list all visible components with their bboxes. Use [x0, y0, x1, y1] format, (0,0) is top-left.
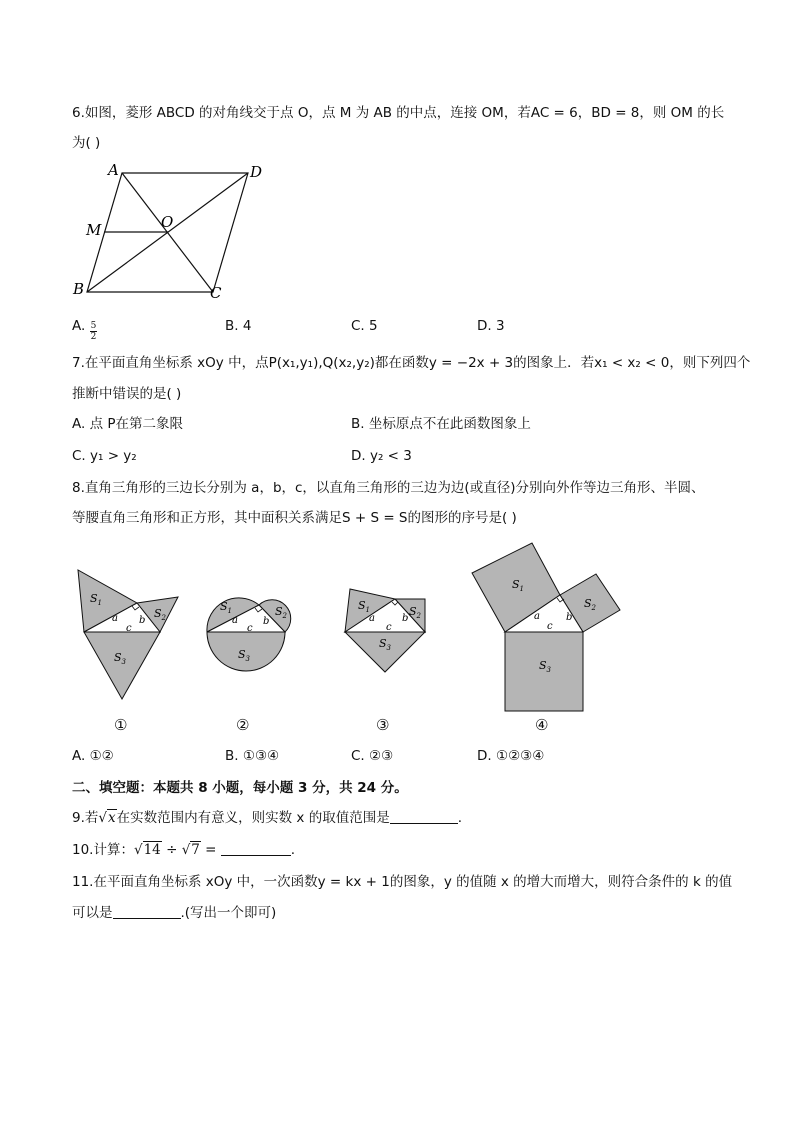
figure-1-label: ① — [114, 716, 128, 734]
q8-option-d[interactable]: D. ①②③④ — [477, 748, 545, 764]
svg-text:S3: $S_3$ — [379, 637, 392, 652]
q6-option-a-fraction — [90, 321, 98, 342]
q7-option-a[interactable]: A. 点 P在第二象限 — [72, 416, 184, 432]
q10-prefix: 10.计算： — [72, 842, 134, 858]
svg-text:c: c — [126, 623, 132, 634]
q10-sqrt-2: √7 — [181, 842, 200, 858]
q10-operator: ÷ — [161, 842, 182, 858]
rhombus-figure — [72, 155, 272, 305]
q7-stem-line2: 推断中错误的是( ) — [72, 386, 182, 402]
q9-sqrt-expression: √x — [98, 810, 116, 826]
svg-text:S3: $S_3$ — [539, 659, 552, 674]
q10-answer-blank[interactable] — [221, 841, 291, 856]
q6-stem-line1: 6.如图，菱形 ABCD 的对角线交于点 O，点 M 为 AB 的中点，连接 OM，若AC = 6，BD = 8，则 OM 的长 — [72, 105, 725, 121]
vertex-c-label: C — [210, 284, 222, 302]
q10-radicand-2: 7 — [191, 842, 200, 858]
q6-option-a[interactable] — [72, 316, 97, 342]
figure-1-equilateral-triangles — [74, 565, 184, 705]
svg-text:S3: $S_3$ — [238, 648, 251, 663]
figure-3-isosceles-right-triangles — [340, 585, 440, 675]
q7-option-c[interactable]: C. y₁ > y₂ — [72, 448, 137, 464]
q9-stem — [72, 808, 462, 828]
q11-line2-suffix: .(写出一个即可) — [180, 905, 277, 921]
svg-text:S1: $S_1$ — [90, 592, 103, 607]
figure-2-label: ② — [236, 716, 250, 734]
q11-answer-blank[interactable] — [113, 904, 181, 919]
svg-text:S2: $S_2$ — [154, 607, 167, 622]
figure-4-label: ④ — [535, 716, 549, 734]
svg-text:S1: $S_1$ — [358, 599, 371, 614]
point-m-label: M — [86, 221, 102, 239]
svg-text:b: b — [263, 616, 270, 627]
svg-text:S2: $S_2$ — [409, 605, 422, 620]
svg-text:a: a — [369, 613, 375, 624]
figure-2-semicircles — [200, 582, 310, 692]
section-2-heading: 二、填空题：本题共 8 小题，每小题 3 分，共 24 分。 — [72, 780, 408, 796]
q10-end: . — [290, 842, 296, 858]
svg-text:S1: $S_1$ — [512, 578, 525, 593]
svg-text:S3: $S_3$ — [114, 651, 127, 666]
svg-text:S1: $S_1$ — [220, 600, 233, 615]
q8-option-c[interactable]: C. ②③ — [351, 748, 394, 764]
q11-stem-line1: 11.在平面直角坐标系 xOy 中，一次函数y = kx + 1的图象，y 的值随 x 的增大而增大，则符合条件的 k 的值 — [72, 874, 733, 890]
svg-text:c: c — [386, 622, 392, 633]
fraction-numerator: 5 — [90, 321, 97, 331]
point-o-label: O — [161, 213, 174, 231]
figure-4-squares — [468, 540, 628, 715]
vertex-a-label: A — [108, 161, 119, 179]
svg-text:a: a — [534, 611, 540, 622]
q6-stem-line2: 为( ) — [72, 135, 101, 151]
q9-end: . — [457, 810, 462, 826]
q6-option-a-prefix: A. — [72, 318, 86, 334]
q9-radicand: x — [108, 810, 116, 826]
q10-radicand-1: 14 — [143, 842, 161, 858]
q11-line2-prefix: 可以是 — [72, 905, 113, 921]
svg-text:b: b — [402, 613, 409, 624]
svg-text:c: c — [247, 623, 253, 634]
q7-stem-line1: 7.在平面直角坐标系 xOy 中，点P(x₁,y₁),Q(x₂,y₂)都在函数y = −2x + 3的图象上．若x₁ < x₂ < 0，则下列四个 — [72, 355, 751, 371]
q6-option-b[interactable]: B. 4 — [225, 318, 252, 334]
q10-sqrt-1: √14 — [133, 842, 161, 858]
svg-text:a: a — [232, 615, 238, 626]
svg-text:a: a — [112, 613, 118, 624]
q9-answer-blank[interactable] — [390, 809, 458, 824]
q6-option-d[interactable]: D. 3 — [477, 318, 505, 334]
svg-text:c: c — [547, 621, 553, 632]
q8-option-b[interactable]: B. ①③④ — [225, 748, 280, 764]
fraction-denominator: 2 — [90, 332, 97, 342]
q8-option-a[interactable]: A. ①② — [72, 748, 114, 764]
vertex-b-label: B — [73, 280, 85, 298]
q8-stem-line2: 等腰直角三角形和正方形，其中面积关系满足S + S = S的图形的序号是( ) — [72, 510, 517, 526]
q8-stem-line1: 8.直角三角形的三边长分别为 a，b，c，以直角三角形的三边为边(或直径)分别向外作等边三角形、半圆、 — [72, 480, 705, 496]
q6-option-c[interactable]: C. 5 — [351, 318, 378, 334]
q11-stem-line2 — [72, 903, 276, 923]
svg-text:b: b — [566, 612, 573, 623]
svg-text:S2: $S_2$ — [275, 605, 288, 620]
q9-prefix: 9.若 — [72, 810, 99, 826]
vertex-d-label: D — [250, 163, 263, 181]
figure-3-label: ③ — [376, 716, 390, 734]
q10-equals: = — [200, 842, 221, 858]
q7-option-d[interactable]: D. y₂ < 3 — [351, 448, 412, 464]
svg-text:b: b — [139, 615, 146, 626]
q7-option-b[interactable]: B. 坐标原点不在此函数图象上 — [351, 416, 531, 432]
q9-body: 在实数范围内有意义，则实数 x 的取值范围是 — [116, 810, 390, 826]
svg-text:S2: $S_2$ — [584, 597, 597, 612]
q10-stem — [72, 840, 295, 860]
